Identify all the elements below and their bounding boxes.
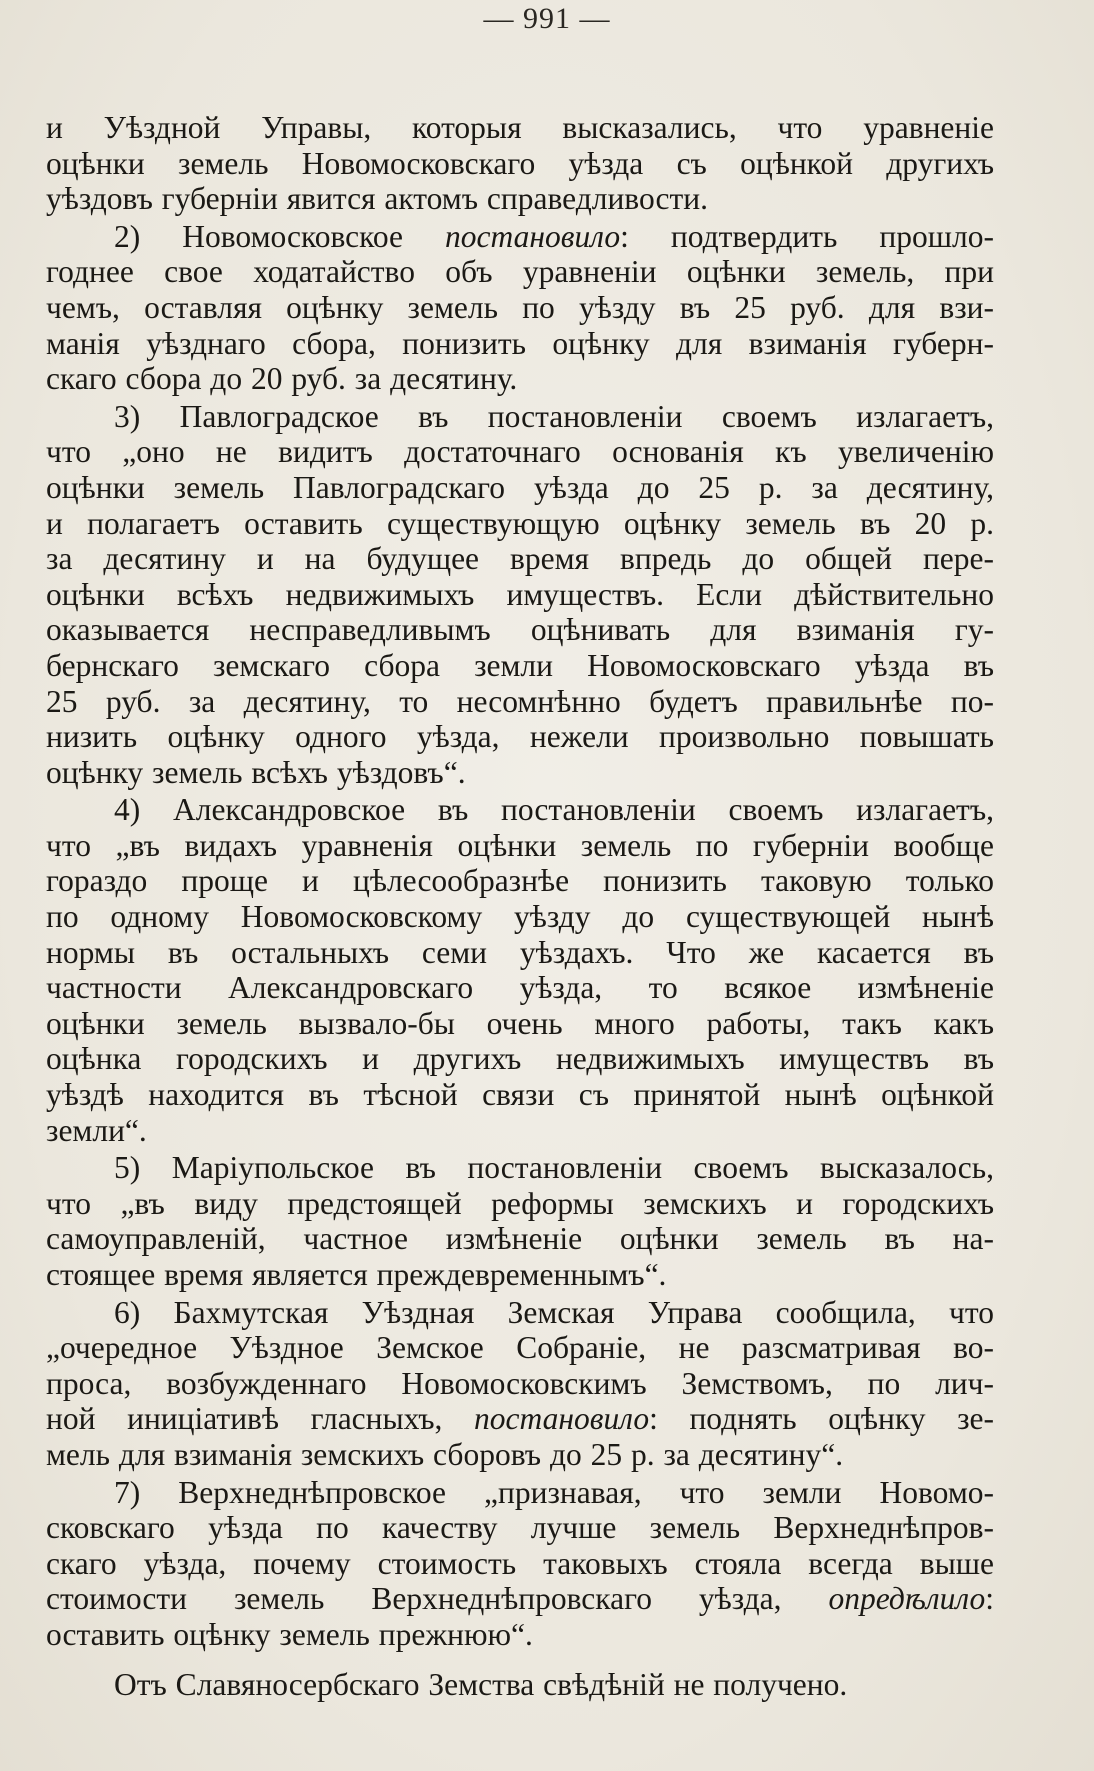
paragraph bbox=[46, 110, 994, 217]
text-line: частности Александровскаго уѣзда, то всякое измѣненіе bbox=[46, 970, 994, 1006]
text-line bbox=[46, 1581, 994, 1617]
italic-verdict: опредѣлило bbox=[828, 1581, 986, 1617]
text-line: оцѣнка городскихъ и другихъ недвижимыхъ имуществъ въ bbox=[46, 1041, 994, 1077]
text-line: 25 руб. за десятину, то несомнѣнно будетъ правильнѣе по- bbox=[46, 683, 994, 719]
text-run: ной иниціативѣ гласныхъ, bbox=[46, 1401, 475, 1437]
paragraph bbox=[46, 1150, 994, 1292]
paragraph bbox=[46, 1475, 994, 1653]
text-line: „очередное Уѣздное Земское Собраніе, не разсматривая во- bbox=[46, 1330, 994, 1366]
text-line: годнее свое ходатайство объ уравненіи оцѣнки земель, при bbox=[46, 254, 994, 290]
text-line: манія уѣзднаго сбора, понизить оцѣнку для взиманія губерн- bbox=[46, 325, 994, 361]
text-line: что „въ видахъ уравненія оцѣнки земель по губерніи вообще bbox=[46, 827, 994, 863]
text-run: стоимости земель Верхнеднѣпровскаго уѣзда, bbox=[46, 1581, 829, 1617]
text-line: по одному Новомосковскому уѣзду до существующей нынѣ bbox=[46, 899, 994, 935]
text-run: 2) Новомосковское bbox=[114, 218, 446, 254]
paragraph bbox=[46, 792, 994, 1148]
text-line: оцѣнку земель всѣхъ уѣздовъ“. bbox=[46, 754, 466, 790]
text-line: самоуправленій, частное измѣненіе оцѣнки земель въ на- bbox=[46, 1221, 994, 1257]
text-line: оцѣнки земель Новомосковскаго уѣзда съ оцѣнкой другихъ bbox=[46, 145, 994, 181]
text-line: и Уѣздной Управы, которыя высказались, что уравненіе bbox=[46, 110, 994, 145]
italic-verdict: постановило bbox=[445, 218, 621, 254]
text-line: оставить оцѣнку земель прежнюю“. bbox=[46, 1616, 533, 1652]
text-line: 4) Александровское въ постановленіи своемъ излагаетъ, bbox=[114, 792, 994, 828]
paragraph bbox=[46, 219, 994, 397]
page-number: — 991 — bbox=[483, 2, 611, 35]
text-line: скаго сбора до 20 руб. за десятину. bbox=[46, 361, 518, 397]
text-line: оцѣнки всѣхъ недвижимыхъ имуществъ. Если дѣйствительно bbox=[46, 576, 994, 612]
closing-line: Отъ Славяносербскаго Земства свѣдѣній не получено. bbox=[114, 1666, 848, 1702]
text-line: 7) Верхнеднѣпровское „признавая, что земли Новомо- bbox=[114, 1474, 994, 1510]
text-line bbox=[46, 219, 994, 255]
italic-verdict: постановило bbox=[474, 1401, 650, 1437]
text-line: 5) Маріупольское въ постановленіи своемъ высказалось, bbox=[114, 1150, 994, 1186]
text-line: стоящее время является преждевременнымъ“. bbox=[46, 1257, 667, 1292]
paragraph-list bbox=[46, 110, 994, 1653]
text-line bbox=[46, 1401, 994, 1437]
text-line: оцѣнки земель вызвало-бы очень много работы, такъ какъ bbox=[46, 1005, 994, 1041]
text-line: уѣздѣ находится въ тѣсной связи съ принятой нынѣ оцѣнкой bbox=[46, 1077, 994, 1113]
text-line: что „въ виду предстоящей реформы земскихъ и городскихъ bbox=[46, 1185, 994, 1221]
text-line: что „оно не видитъ достаточнаго основанія къ увеличенію bbox=[46, 434, 994, 470]
text-line: гораздо проще и цѣлесообразнѣе понизить таковую только bbox=[46, 863, 994, 899]
text-line: за десятину и на будущее время впредь до общей пере- bbox=[46, 541, 994, 577]
body-text bbox=[46, 110, 994, 1702]
text-run: : подтвердить прошло- bbox=[620, 218, 994, 254]
text-run: : bbox=[985, 1581, 994, 1617]
text-line: проса, возбужденнаго Новомосковскимъ Земствомъ, по лич- bbox=[46, 1365, 994, 1401]
text-line: 6) Бахмутская Уѣздная Земская Управа сообщила, что bbox=[114, 1294, 994, 1330]
text-line: оцѣнки земель Павлоградскаго уѣзда до 25 р. за десятину, bbox=[46, 469, 994, 505]
text-run: : поднять оцѣнку зе- bbox=[649, 1401, 994, 1437]
text-line: 3) Павлоградское въ постановленіи своемъ излагаетъ, bbox=[114, 398, 994, 434]
text-line: чемъ, оставляя оцѣнку земель по уѣзду въ 25 руб. для взи- bbox=[46, 289, 994, 325]
text-line: уѣздовъ губерніи явится актомъ справедливости. bbox=[46, 181, 708, 217]
text-line: оказывается несправедливымъ оцѣнивать для взиманія гу- bbox=[46, 612, 994, 648]
text-line: и полагаетъ оставить существующую оцѣнку земель въ 20 р. bbox=[46, 505, 994, 541]
text-line: сковскаго уѣзда по качеству лучше земель Верхнеднѣпров- bbox=[46, 1510, 994, 1546]
text-line: мель для взиманія земскихъ сборовъ до 25 р. за десятину“. bbox=[46, 1436, 844, 1472]
text-line: низить оцѣнку одного уѣзда, нежели произвольно повышать bbox=[46, 719, 994, 755]
text-line: скаго уѣзда, почему стоимость таковыхъ стояла всегда выше bbox=[46, 1545, 994, 1581]
paragraph bbox=[46, 1295, 994, 1473]
paragraph bbox=[46, 399, 994, 791]
text-line: нормы въ остальныхъ семи уѣздахъ. Что же касается въ bbox=[46, 934, 994, 970]
text-line: бернскаго земскаго сбора земли Новомосковскаго уѣзда въ bbox=[46, 647, 994, 683]
text-line: земли“. bbox=[46, 1112, 147, 1148]
